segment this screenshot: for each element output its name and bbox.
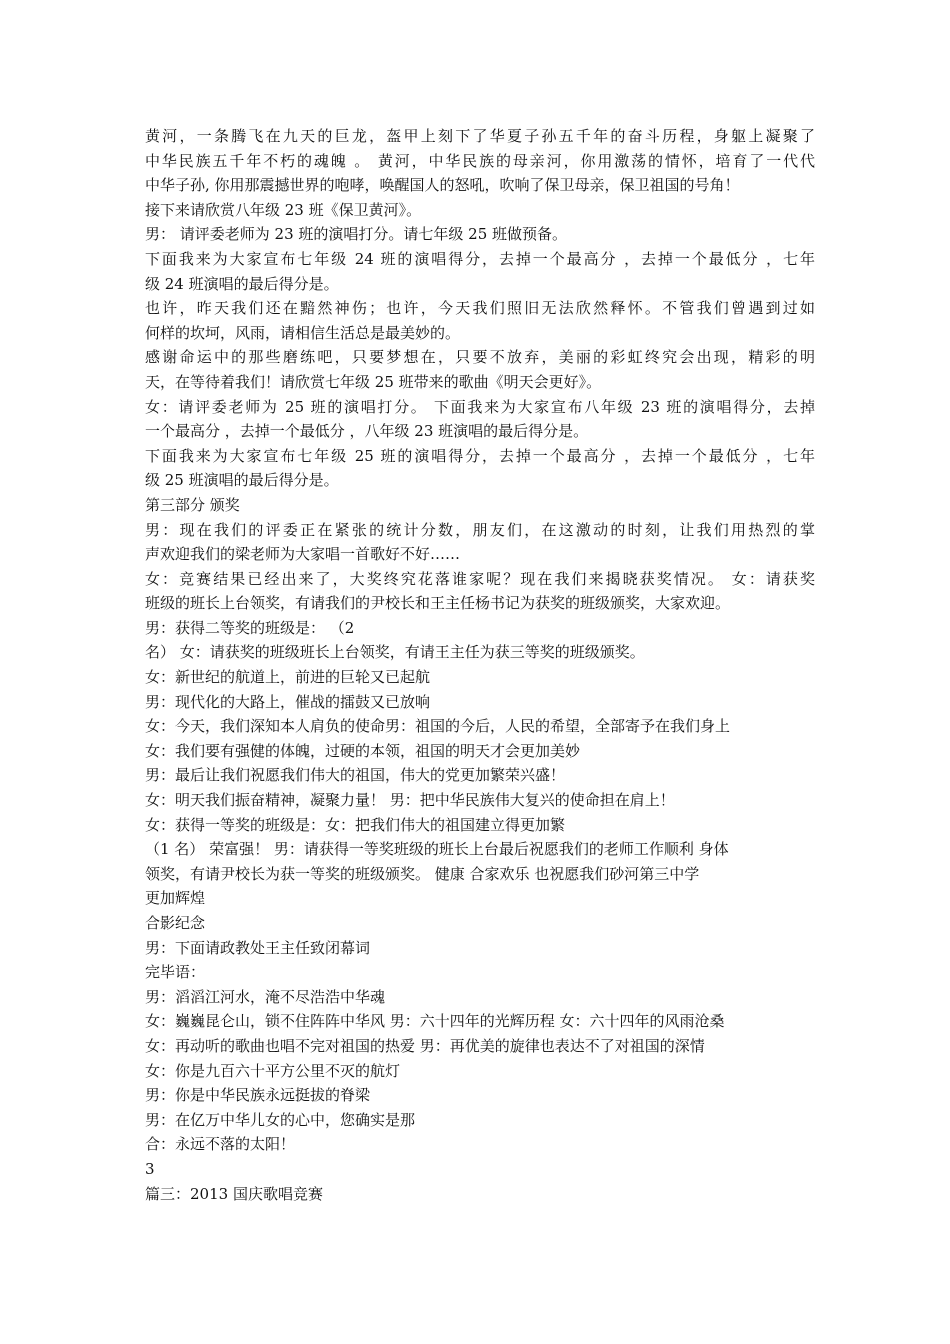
text-line: 也许，昨天我们还在黯然神伤；也许，今天我们照旧无法欣然释怀。不管我们曾遇到过如 bbox=[145, 299, 815, 318]
text-line: 合：永远不落的太阳！ bbox=[145, 1135, 296, 1154]
text-line: 男：在亿万中华儿女的心中，您确实是那 bbox=[145, 1110, 416, 1129]
text-line: 级 24 班演唱的最后得分是。 bbox=[145, 274, 339, 293]
text-line: 级 25 班演唱的最后得分是。 bbox=[145, 471, 339, 490]
text-line: 男：现在我们的评委正在紧张的统计分数，朋友们，在这激动的时刻，让我们用热烈的掌 bbox=[145, 520, 815, 539]
text-line: 黄河，一条腾飞在九天的巨龙，盔甲上刻下了华夏子孙五千年的奋斗历程，身躯上凝聚了 bbox=[145, 127, 815, 145]
text-line: 男：获得二等奖的班级是： （2 bbox=[145, 618, 355, 637]
text-line: 男：下面请政教处王主任致闭幕词 bbox=[145, 938, 371, 957]
text-line: 女：新世纪的航道上，前进的巨轮又已起航 bbox=[145, 668, 431, 687]
text-line: 下面我来为大家宣布七年级 24 班的演唱得分，去掉一个最高分 ，去掉一个最低分 ，七年 bbox=[145, 249, 815, 268]
text-line: 女：请评委老师为 25 班的演唱打分。 下面我来为大家宣布八年级 23 班的演唱得分，去掉 bbox=[145, 397, 815, 416]
text-line: 女：获得一等奖的班级是：女：把我们伟大的祖国建立得更加繁 bbox=[145, 815, 566, 834]
text-line: 女：再动听的歌曲也唱不完对祖国的热爱 男：再优美的旋律也表达不了对祖国的深情 bbox=[145, 1036, 705, 1055]
text-line: 接下来请欣赏八年级 23 班《保卫黄河》。 bbox=[145, 200, 422, 219]
text-line: 女：今天，我们深知本人肩负的使命男：祖国的今后，人民的希望，全部寄予在我们身上 bbox=[145, 717, 731, 736]
text-line: 合影纪念 bbox=[145, 914, 206, 932]
text-line: 3 bbox=[145, 1159, 155, 1178]
text-line: 下面我来为大家宣布七年级 25 班的演唱得分，去掉一个最高分 ，去掉一个最低分 ，七年 bbox=[145, 446, 815, 465]
text-line: 女：巍巍昆仑山，锁不住阵阵中华风 男：六十四年的光辉历程 女：六十四年的风雨沧桑 bbox=[145, 1012, 725, 1031]
text-line: 第三部分 颁奖 bbox=[145, 495, 240, 514]
text-line: 男：现代化的大路上，催战的擂鼓又已放响 bbox=[145, 692, 431, 711]
text-line: 感谢命运中的那些磨练吧，只要梦想在，只要不放弃，美丽的彩虹终究会出现，精彩的明 bbox=[145, 348, 815, 367]
text-line: 何样的坎坷，风雨，请相信生活总是最美妙的。 bbox=[145, 323, 461, 342]
text-line: 天，在等待着我们！请欣赏七年级 25 班带来的歌曲《明天会更好》。 bbox=[145, 372, 602, 391]
text-line: 男：最后让我们祝愿我们伟大的祖国，伟大的党更加繁荣兴盛！ bbox=[145, 766, 566, 785]
text-line: 女：我们要有强健的体魄，过硬的本领，祖国的明天才会更加美妙 bbox=[145, 741, 581, 760]
text-line: （1 名） 荣富强！ 男：请获得一等奖班级的班长上台最后祝愿我们的老师工作顺利 身体 bbox=[145, 840, 729, 859]
text-line: 中华民族五千年不朽的魂魄 。 黄河，中华民族的母亲河，你用激荡的情怀，培育了一代代 bbox=[145, 151, 815, 170]
text-line: 男：滔滔江河水，淹不尽浩浩中华魂 bbox=[145, 987, 386, 1006]
text-line: 班级的班长上台领奖，有请我们的尹校长和王主任杨书记为获奖的班级颁奖，大家欢迎。 bbox=[145, 594, 731, 613]
text-line: 领奖，有请尹校长为获一等奖的班级颁奖。 健康 合家欢乐 也祝愿我们砂河第三中学 bbox=[145, 864, 700, 883]
text-line: 一个最高分 ，去掉一个最低分 ，八年级 23 班演唱的最后得分是。 bbox=[145, 422, 589, 441]
text-line: 中华子孙, 你用那震撼世界的咆哮，唤醒国人的怒吼，吹响了保卫母亲，保卫祖国的号角！ bbox=[145, 176, 740, 195]
text-line: 女：你是九百六十平方公里不灭的航灯 bbox=[145, 1061, 401, 1080]
document-body bbox=[145, 124, 815, 1206]
text-line: 完毕语： bbox=[145, 963, 206, 982]
text-line: 男：你是中华民族永远挺拔的脊梁 bbox=[145, 1086, 371, 1105]
text-line: 女：竞赛结果已经出来了，大奖终究花落谁家呢？现在我们来揭晓获奖情况。 女：请获奖 bbox=[145, 569, 815, 588]
text-line: 男： 请评委老师为 23 班的演唱打分。请七年级 25 班做预备。 bbox=[145, 225, 568, 244]
text-line: 更加辉煌 bbox=[145, 889, 206, 908]
text-line: 篇三：2013 国庆歌唱竞赛 bbox=[145, 1184, 323, 1203]
text-line: 女：明天我们振奋精神，凝聚力量！ 男：把中华民族伟大复兴的使命担在肩上！ bbox=[145, 791, 675, 810]
text-line: 声欢迎我们的梁老师为大家唱一首歌好不好…… bbox=[145, 545, 461, 564]
text-line: 名） 女：请获奖的班级班长上台领奖，有请王主任为获三等奖的班级颁奖。 bbox=[145, 643, 645, 662]
